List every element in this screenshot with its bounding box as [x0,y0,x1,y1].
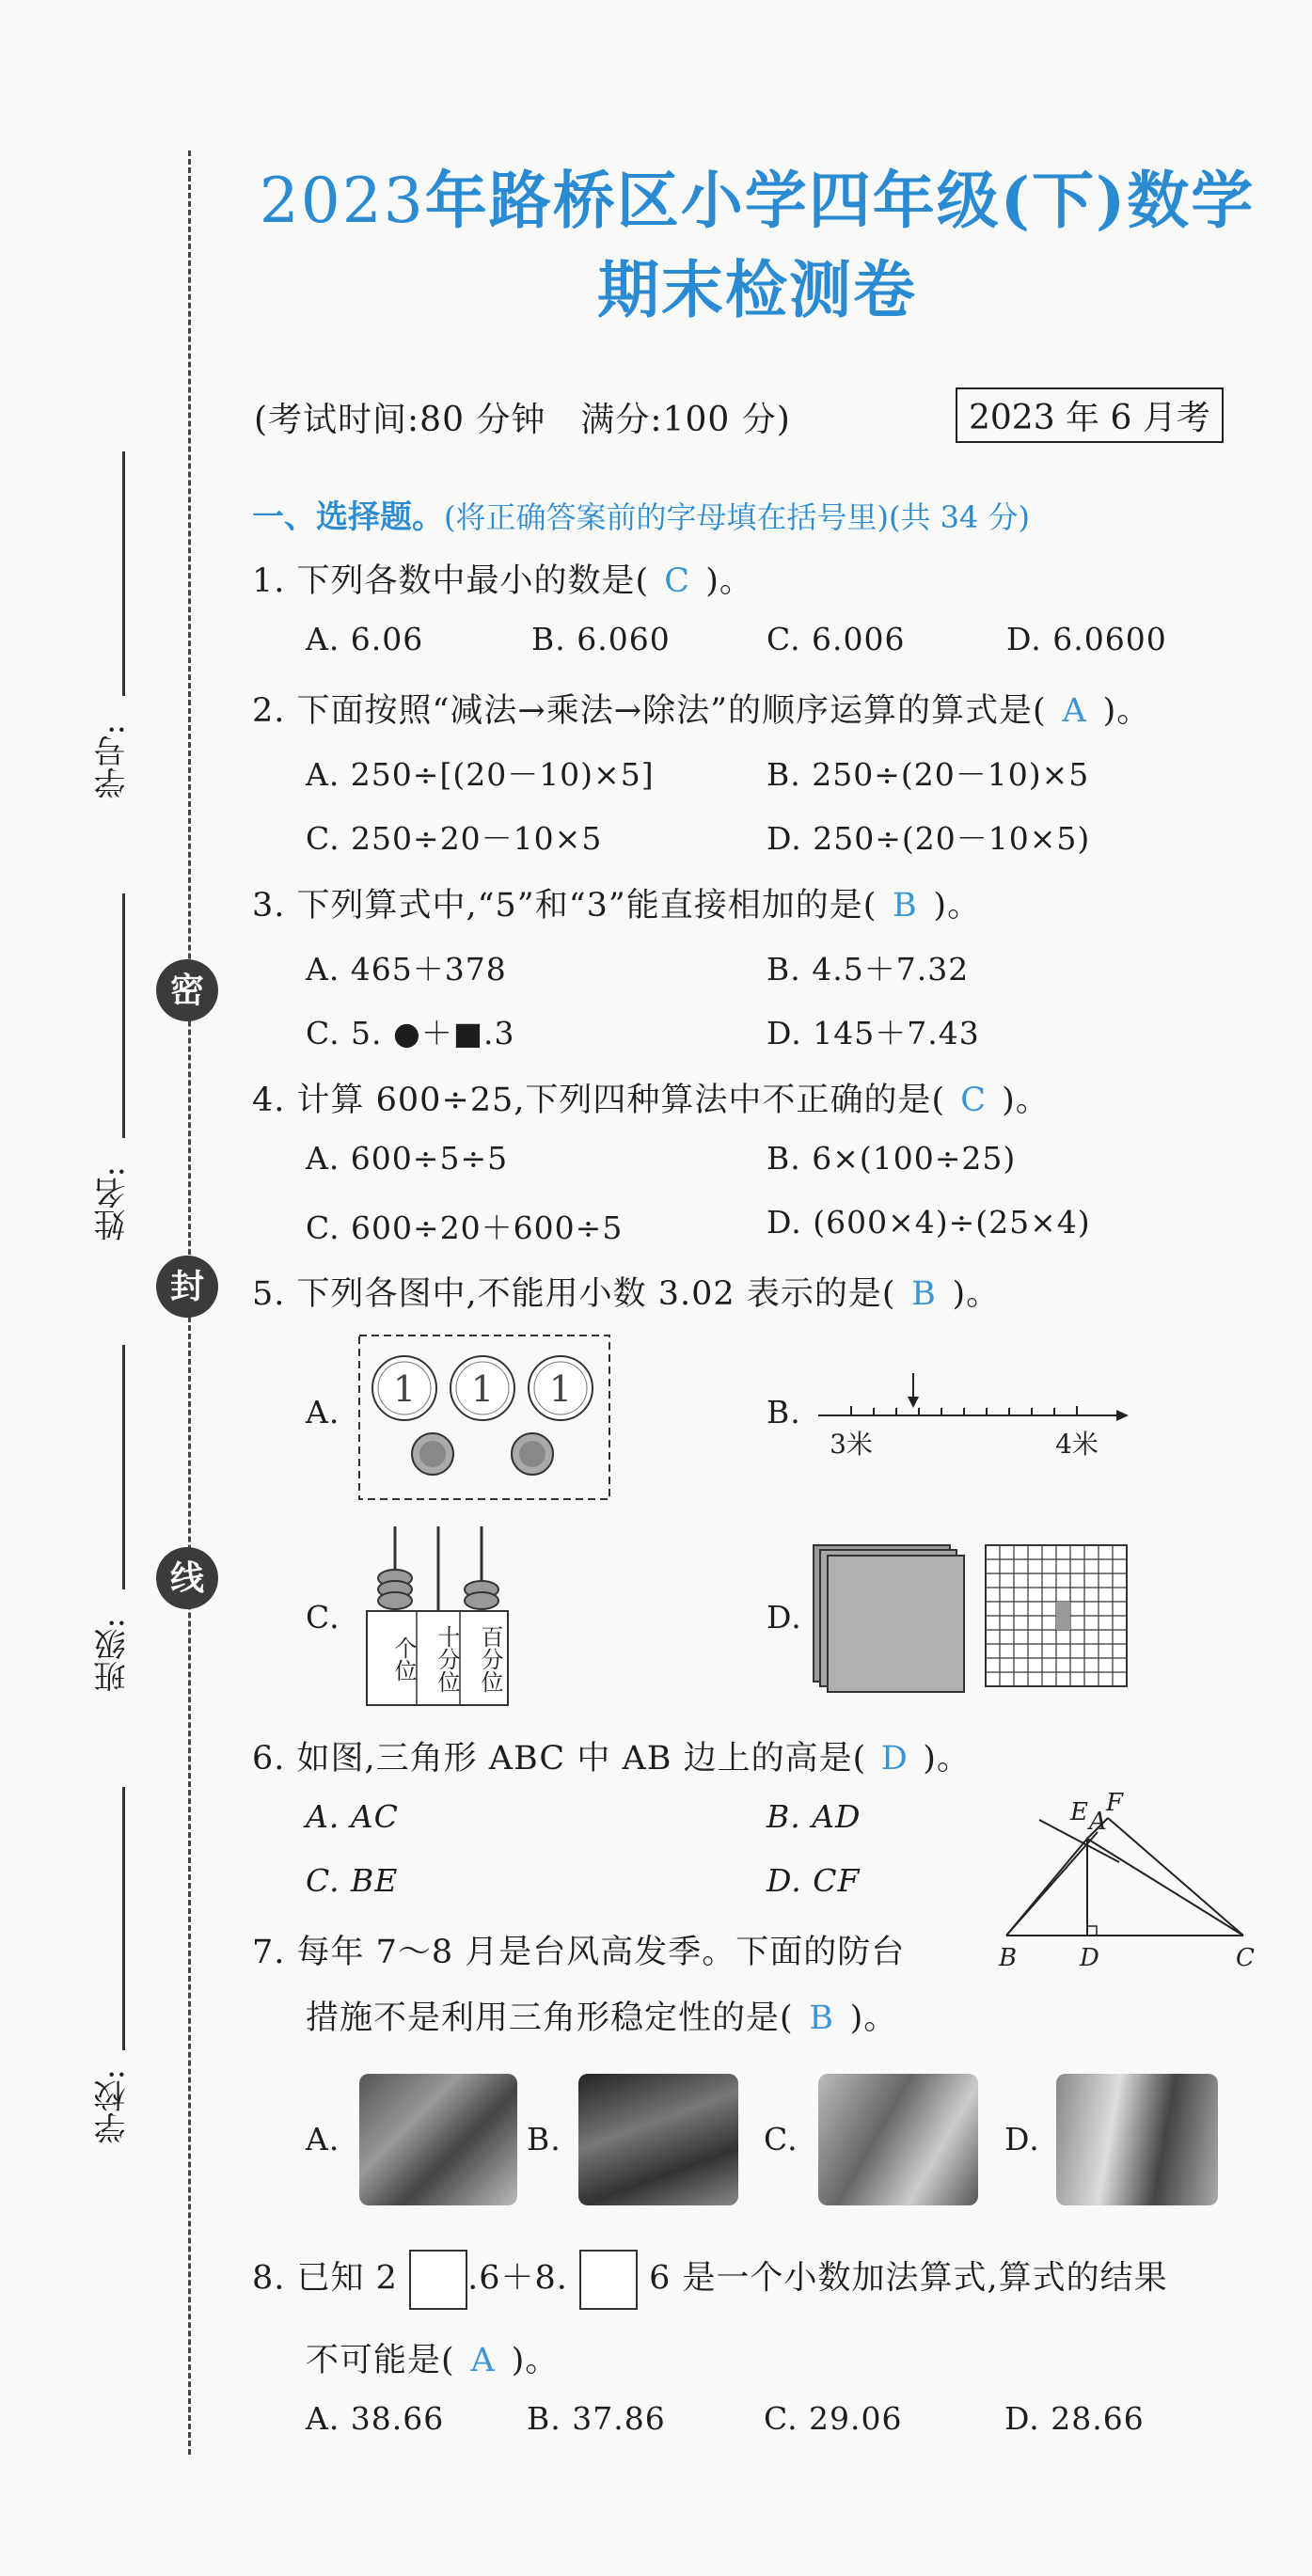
q6-stem-end: )。 [923,1740,971,1778]
label-d: D [1080,1944,1099,1970]
q5-option-b: B. [767,1394,801,1430]
question-1 [252,555,753,602]
q6-option-a: A. AC [306,1798,399,1835]
q7-photo-c [818,2074,978,2205]
coins-figure [357,1334,611,1501]
q7-photo-b [578,2074,738,2205]
q5-option-c: C. [306,1599,340,1636]
q4-option-d: D. (600×4)÷(25×4) [767,1204,1091,1241]
q3-option-c [306,1009,515,1053]
school-line [122,1787,125,2050]
hundred-grid [986,1545,1127,1686]
student-id-line [122,451,125,696]
section-note: (将正确答案前的字母填在括号里)(共 34 分) [444,499,1031,535]
q8-option-c: C. 29.06 [764,2400,903,2437]
number-line-label-3m: 3米 [830,1429,873,1460]
blank-box-2[interactable] [579,2250,638,2310]
q3-answer: B [893,887,918,925]
seal-xian: 线 [156,1547,218,1609]
q6-answer: D [880,1740,909,1778]
q7-option-d: D. [1004,2121,1040,2157]
yuan-coin-2-numeral: 1 [470,1368,495,1410]
q5-stem-end: )。 [952,1275,1001,1313]
blank-box-1[interactable] [409,2250,467,2310]
q4-option-a: A. 600÷5÷5 [306,1140,509,1177]
q3-option-b: B. 4.5＋7.32 [767,951,970,988]
section-title: 一、选择题。 [252,498,444,536]
q6-option-c: C. BE [306,1862,399,1899]
q3-option-a: A. 465＋378 [306,951,507,988]
page-title-line2: 期末检测卷 [597,253,917,326]
q4-stem-end: )。 [1002,1082,1050,1119]
question-3 [252,879,981,926]
q3-option-c-tail: .3 [483,1015,515,1051]
q3-option-c-head: C. 5. [306,1015,383,1051]
full-square-3 [828,1556,964,1692]
q2-option-a: A. 250÷[(20－10)×5] [306,756,655,793]
q5-option-a: A. [306,1394,340,1430]
q1-option-a: A. 6.06 [306,621,424,657]
q6-stem: 6. 如图,三角形 ABC 中 AB 边上的高是( [252,1740,867,1778]
side-ac [1087,1839,1243,1936]
q5-stem: 5. 下列各图中,不能用小数 3.02 表示的是( [252,1275,896,1313]
q2-option-b: B. 250÷(20－10)×5 [767,756,1090,793]
fen-coin-1-center [419,1441,446,1467]
q8-answer: A [470,2342,496,2379]
seal-mi: 密 [156,959,218,1021]
question-5 [252,1268,1000,1315]
q3-stem-end: )。 [933,887,982,925]
q1-stem-end: )。 [705,562,753,600]
line-cf [1108,1818,1243,1936]
abacus-label-hundredths: 百分位 [477,1625,503,1693]
right-angle-d [1087,1926,1097,1936]
label-c: C [1236,1944,1255,1970]
label-class: 班级: [94,1618,132,1693]
q5-option-d: D. [767,1599,802,1636]
fen-coin-2-center [519,1441,545,1467]
q6-option-d: D. CF [767,1862,861,1899]
number-line-label-4m: 4米 [1055,1429,1099,1460]
q2-answer: A [1062,692,1087,730]
q1-option-b: B. 6.060 [531,621,671,657]
q7-photo-d [1056,2074,1218,2205]
abacus-label-tenths: 十分位 [434,1625,460,1693]
name-line [122,893,125,1138]
number-line-arrow-icon [1116,1410,1129,1421]
q8-option-a: A. 38.66 [306,2400,445,2437]
section-heading [252,491,1030,537]
plus-symbol: ＋ [420,1015,453,1051]
page-title-line1 [216,150,1298,240]
q4-option-b: B. 6×(100÷25) [767,1140,1017,1177]
q1-stem: 1. 下列各数中最小的数是( [252,562,650,600]
q7-option-a: A. [306,2121,340,2157]
shaded-cell [1056,1616,1070,1630]
q3-option-d: D. 145＋7.43 [767,1015,980,1051]
triangle-figure [997,1792,1260,1970]
bead-5 [465,1592,498,1609]
pointer-arrow-icon [908,1397,919,1408]
circle-symbol-icon: ● [393,1015,421,1051]
exam-date-box: 2023 年 6 月考 [956,387,1224,443]
q1-answer: C [664,562,691,600]
q8-stem-end: )。 [511,2342,560,2379]
label-f: F [1106,1792,1124,1817]
q7-option-b: B. [527,2121,561,2157]
square-symbol-icon: ■ [452,1015,484,1051]
question-8-line1 [252,2250,1168,2310]
q2-option-d: D. 250÷(20－10×5) [767,820,1091,857]
q4-option-c: C. 600÷20＋600÷5 [306,1209,624,1246]
title-year: 2023 [259,165,425,237]
q2-option-c: C. 250÷20－10×5 [306,820,603,857]
q7-photo-a [359,2074,517,2205]
q7-stem-end: )。 [849,1999,898,2037]
q8-stem-mid: .6＋8. [467,2259,568,2298]
q4-stem: 4. 计算 600÷25,下列四种算法中不正确的是( [252,1082,946,1119]
yuan-coin-3-numeral: 1 [548,1368,573,1410]
number-line-figure [814,1368,1133,1462]
q1-option-c: C. 6.006 [767,621,906,657]
question-7-line2 [306,1992,897,2039]
q8-option-b: B. 37.86 [527,2400,666,2437]
grid-squares-figure [809,1541,1138,1696]
exam-info: (考试时间:80 分钟 满分:100 分) [254,401,791,439]
shaded-cell [1056,1602,1070,1616]
q2-stem-end: )。 [1102,692,1151,730]
bead-3 [378,1592,412,1609]
q7-stem: 措施不是利用三角形稳定性的是( [306,1999,794,2037]
label-b: B [999,1944,1018,1970]
q8-stem: 不可能是( [306,2342,455,2379]
question-8-line2 [306,2334,559,2381]
q2-stem: 2. 下面按照“减法→乘法→除法”的顺序运算的算式是( [252,692,1047,730]
label-e: E [1070,1798,1088,1826]
q8-stem-start: 8. 已知 2 [252,2259,398,2298]
abacus-label-ones: 个位 [390,1636,417,1682]
label-a: A [1089,1808,1107,1836]
seal-feng: 封 [156,1256,218,1318]
question-6 [252,1732,971,1779]
q1-option-d: D. 6.0600 [1006,621,1167,657]
abacus-labels [367,1614,508,1704]
q7-answer: B [809,1999,835,2037]
label-school: 学校: [94,2069,132,2144]
line-be [1006,1832,1098,1936]
q5-answer: B [911,1275,937,1313]
class-line [122,1345,125,1589]
q8-stem-end-line1: 6 是一个小数加法算式,算式的结果 [649,2259,1168,2298]
title-text: 年路桥区小学四年级(下)数学 [424,164,1256,237]
question-4 [252,1074,1050,1121]
yuan-coin-1-numeral: 1 [392,1368,417,1410]
q6-option-b: B. AD [767,1798,861,1835]
q3-stem: 3. 下列算式中,“5”和“3”能直接相加的是( [252,887,877,925]
q4-answer: C [960,1082,987,1119]
q7-option-c: C. [764,2121,798,2157]
question-7-line1: 7. 每年 7～8 月是台风高发季。下面的防台 [252,1934,906,1971]
label-student-id: 学号: [94,724,132,799]
q8-option-d: D. 28.66 [1004,2400,1145,2437]
question-2 [252,685,1150,732]
label-name: 姓名: [94,1166,132,1241]
